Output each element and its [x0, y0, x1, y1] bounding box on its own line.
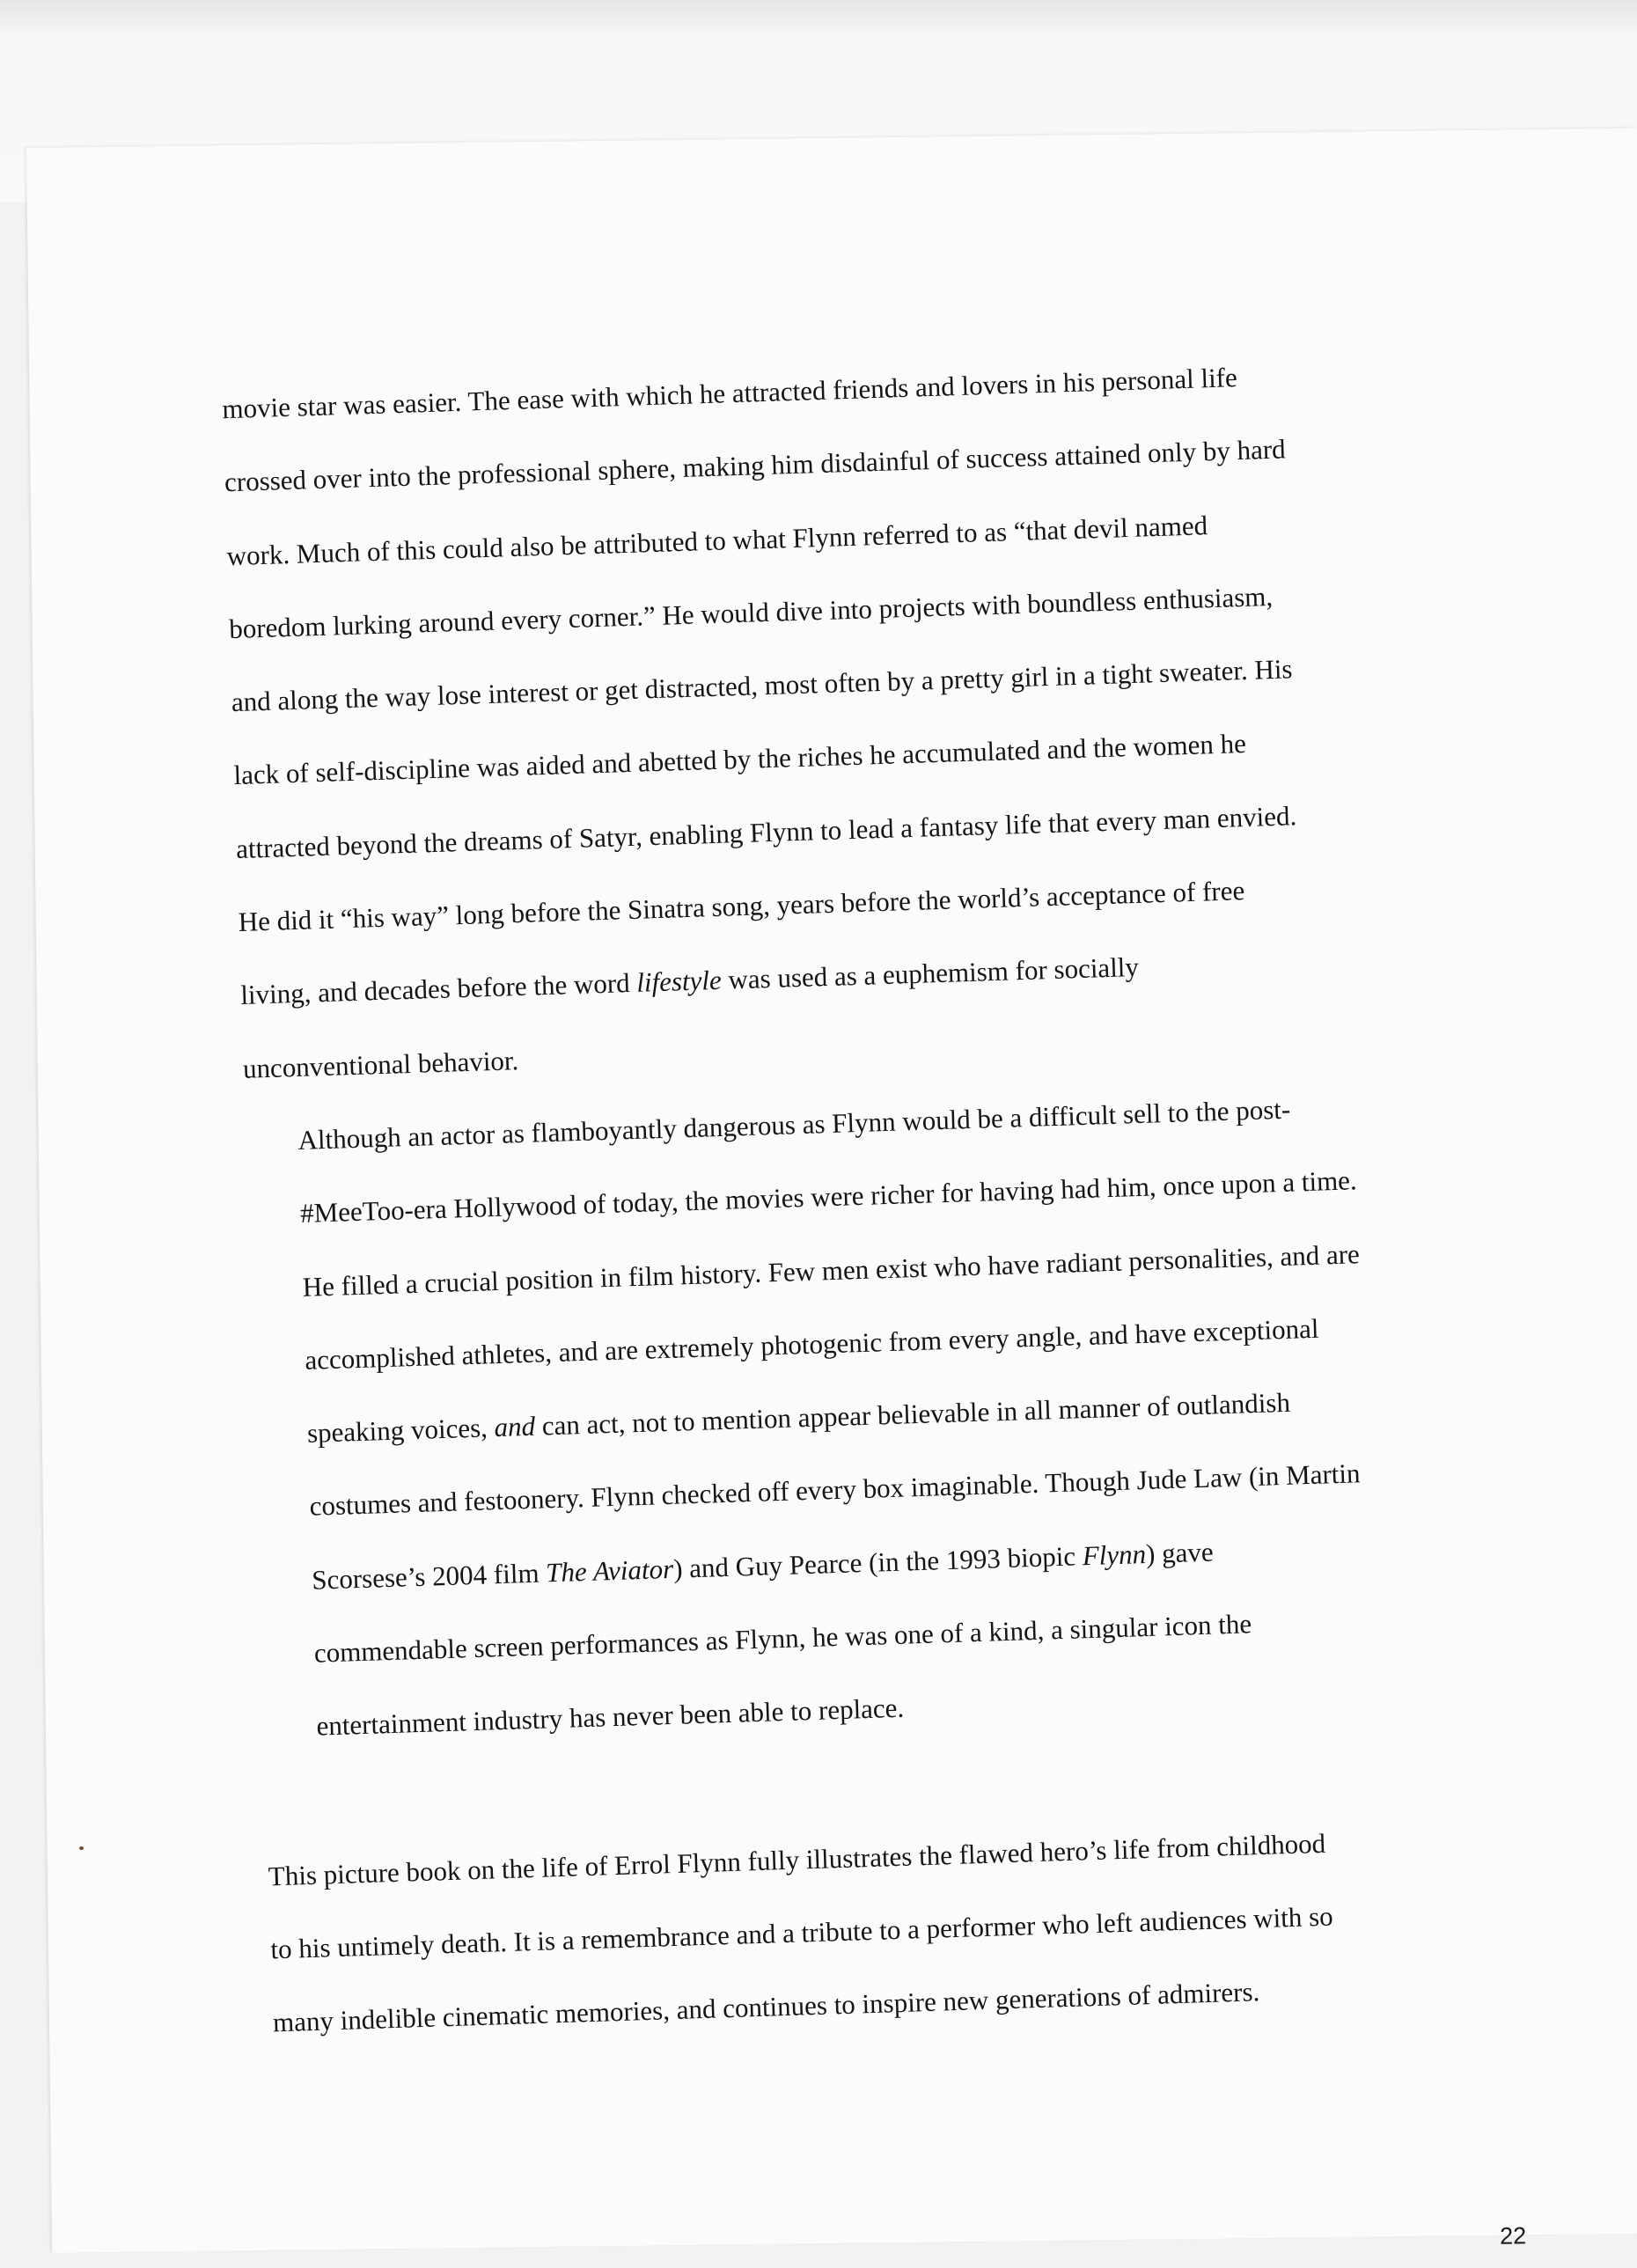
text-segment: costumes and festoonery. Flynn checked off every box imaginable. Though Jude Law (in Martin — [309, 1457, 1361, 1523]
italic-text: lifestyle — [635, 965, 723, 999]
document-page — [26, 128, 1637, 2253]
paragraph-2 — [244, 1066, 1531, 1765]
text-segment: speaking voices, — [306, 1412, 496, 1449]
text-segment: accomplished athletes, and are extremely photogenic from every angle, and have exceptional — [304, 1312, 1319, 1376]
text-segment: Although an actor as flamboyantly dangerous as Flynn would be a difficult sell to the post- — [297, 1093, 1291, 1156]
paragraph-1 — [221, 333, 1510, 1105]
text-segment: and along the way lose interest or get distracted, most often by a pretty girl in a tight sweater. His — [231, 653, 1293, 718]
italic-text: The Aviator — [545, 1552, 674, 1589]
text-segment: unconventional behavior. — [242, 1044, 519, 1084]
text-segment: Scorsese’s 2004 film — [311, 1557, 547, 1596]
text-segment: movie star was easier. The ease with which he attracted friends and lovers in his personal life — [221, 362, 1238, 425]
page-number: 22 — [1499, 2222, 1527, 2250]
text-segment: can act, not to mention appear believable in all manner of outlandish — [534, 1386, 1291, 1442]
text-segment: attracted beyond the dreams of Satyr, enabling Flynn to lead a fantasy life that every man envied. — [235, 799, 1297, 864]
text-segment: This picture book on the life of Errol Flynn fully illustrates the flawed hero’s life from childhood — [268, 1827, 1326, 1892]
text-segment: many indelible cinematic memories, and continues to inspire new generations of admirers. — [272, 1976, 1260, 2038]
text-segment: He filled a crucial position in film history. Few men exist who have radiant personalities, and are — [302, 1237, 1361, 1303]
text-segment: ) and Guy Pearce (in the 1993 biopic — [672, 1540, 1083, 1584]
text-segment: living, and decades before the word — [239, 967, 637, 1011]
text-segment: He did it “his way” long before the Sinatra song, years before the world’s acceptance of free — [238, 875, 1245, 938]
text-segment: ) gave — [1145, 1536, 1215, 1569]
italic-text: Flynn — [1082, 1538, 1147, 1571]
text-segment: work. Much of this could also be attributed to what Flynn referred to as “that devil named — [226, 509, 1208, 571]
text-segment: commendable screen performances as Flynn, he was one of a kind, a singular icon the — [313, 1608, 1252, 1669]
text-segment: #MeeToo-era Hollywood of today, the movies were richer for having had him, once upon a time. — [299, 1164, 1358, 1229]
italic-text: and — [494, 1410, 536, 1443]
text-segment: crossed over into the professional sphere, making him disdainful of success attained only by hard — [224, 433, 1287, 498]
scan-speck-mark — [79, 1846, 84, 1850]
text-segment: lack of self-discipline was aided and abetted by the riches he accumulated and the women he — [232, 728, 1247, 791]
text-segment: boredom lurking around every corner.” He would dive into projects with boundless enthusiasm, — [228, 580, 1274, 645]
text-segment: to his untimely death. It is a remembrance and a tribute to a performer who left audiences with so — [269, 1900, 1334, 1965]
paragraph-3 — [268, 1800, 1541, 2059]
page-body — [221, 333, 1541, 2059]
text-segment: entertainment industry has never been able to replace. — [315, 1692, 905, 1743]
text-segment: was used as a euphemism for socially — [721, 951, 1140, 996]
